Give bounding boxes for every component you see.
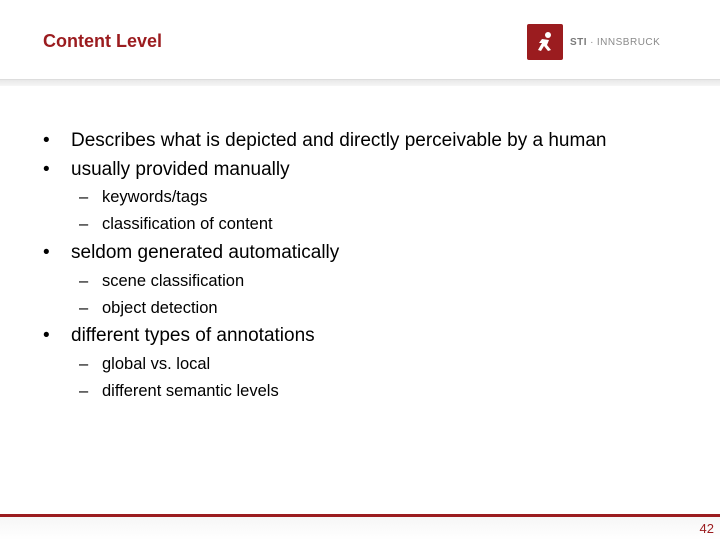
slide-title: Content Level [43, 31, 163, 51]
dash-marker: – [79, 188, 89, 206]
sub-bullet-item [79, 215, 273, 234]
bullet-text: seldom generated automatically [71, 242, 340, 263]
sub-bullet-text: scene classification [102, 272, 245, 290]
logo-location: INNSBRUCK [596, 36, 661, 48]
sti-person-icon [527, 24, 563, 60]
logo-separator: · [590, 36, 594, 48]
sub-bullet-item [79, 382, 279, 401]
bullet-marker: • [43, 242, 50, 263]
bullet-text: usually provided manually [71, 159, 290, 180]
bullet-item [43, 159, 290, 181]
sub-bullet-item [79, 188, 207, 207]
logo-text [570, 37, 660, 48]
dash-marker: – [79, 355, 89, 373]
sub-bullet-text: object detection [102, 299, 218, 317]
bullet-item [43, 130, 606, 152]
sub-bullet-item [79, 272, 244, 291]
page-number: 42 [699, 521, 714, 536]
bullet-item [43, 242, 339, 264]
sti-innsbruck-logo [527, 24, 660, 60]
dash-marker: – [79, 299, 89, 317]
dash-marker: – [79, 382, 89, 400]
bullet-text: Describes what is depicted and directly perceivable by a human [71, 130, 607, 151]
bullet-item [43, 325, 315, 347]
logo-brand: STI [570, 36, 588, 48]
footer-band [0, 517, 720, 540]
bullet-marker: • [43, 130, 50, 151]
sub-bullet-text: global vs. local [102, 355, 211, 373]
bullet-text: different types of annotations [71, 325, 315, 346]
dash-marker: – [79, 215, 89, 233]
sub-bullet-item [79, 299, 218, 318]
bullet-marker: • [43, 159, 50, 180]
sub-bullet-text: different semantic levels [102, 382, 279, 400]
sub-bullet-text: keywords/tags [102, 188, 208, 206]
header-divider [0, 79, 720, 86]
sub-bullet-text: classification of content [102, 215, 273, 233]
bullet-marker: • [43, 325, 50, 346]
sub-bullet-item [79, 355, 210, 374]
dash-marker: – [79, 272, 89, 290]
